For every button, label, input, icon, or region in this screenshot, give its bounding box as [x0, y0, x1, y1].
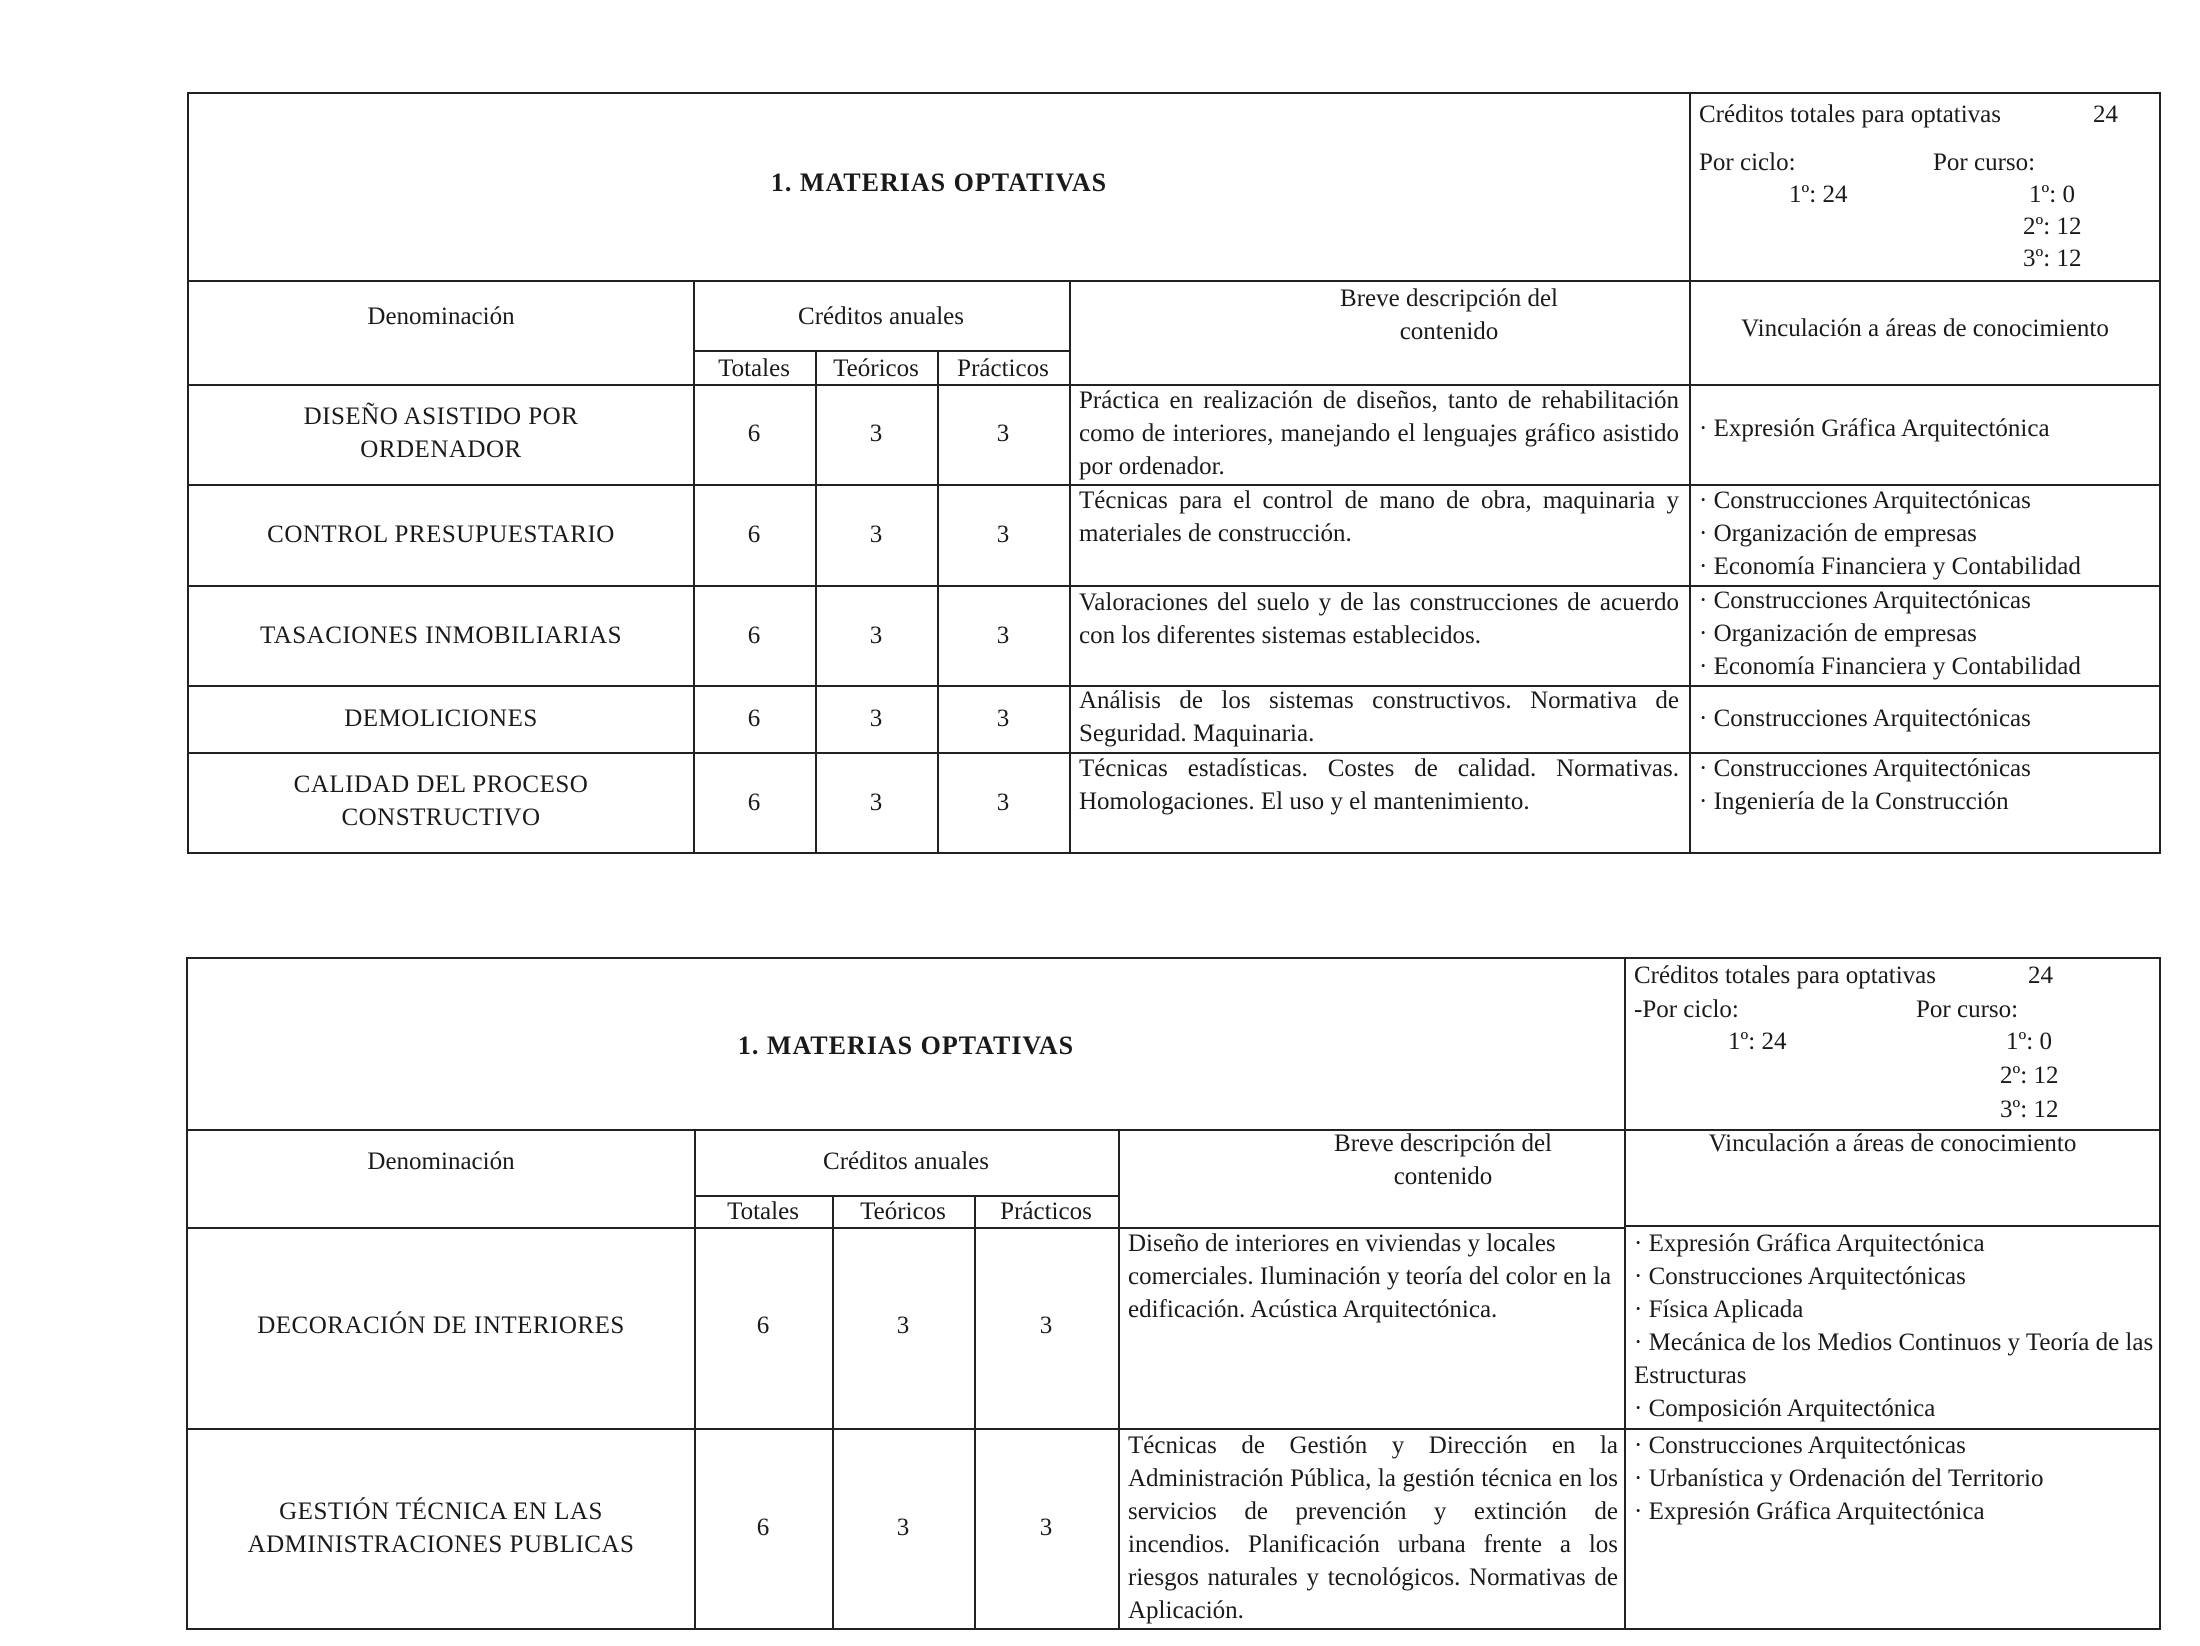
area-item: · Economía Financiera y Contabilidad: [1699, 653, 2081, 680]
optativas-table-2: [186, 957, 2161, 1630]
credits-teoricos: 3: [869, 622, 883, 649]
header-vinculacion: Vinculación a áreas de conocimiento: [1741, 315, 2109, 342]
subject-description: Diseño de interiores en viviendas y locales comerciales. Iluminación y teoría del color en la edificación. Acústica Arquitectónica.: [1128, 1230, 1612, 1323]
header-breve-descripcion: Breve descripción del contenido: [1334, 1130, 1552, 1190]
credits-total-label: Créditos totales para optativas: [1634, 962, 1937, 989]
header-teoricos: Teóricos: [833, 355, 919, 382]
header-vinculacion: Vinculación a áreas de conocimiento: [1708, 1130, 2077, 1157]
credits-curso-1: 1º: 0: [2029, 181, 2075, 208]
credits-teoricos: 3: [896, 1514, 910, 1541]
credits-ciclo-label: -Por ciclo:: [1634, 996, 1739, 1023]
subject-name: CONTROL PRESUPUESTARIO: [267, 521, 615, 548]
area-item: · Mecánica de los Medios Continuos y Teoría de las Estructuras: [1634, 1329, 2154, 1389]
subject-description: Técnicas estadísticas. Costes de calidad. Normativas. Homologaciones. El uso y el mantenimiento.: [1079, 755, 1679, 815]
credits-curso-3: 3º: 12: [2000, 1096, 2059, 1123]
subject-name: TASACIONES INMOBILIARIAS: [259, 622, 623, 649]
credits-ciclo-value: 1º: 24: [1728, 1028, 1787, 1055]
credits-totales: 6: [747, 420, 761, 447]
header-creditos-anuales: Créditos anuales: [823, 1148, 989, 1175]
credits-curso-label: Por curso:: [1933, 149, 2036, 176]
area-item: · Organización de empresas: [1699, 520, 1977, 547]
credits-practicos: 3: [1039, 1312, 1053, 1339]
table-title: 1. MATERIAS OPTATIVAS: [770, 168, 1108, 197]
header-totales: Totales: [718, 355, 790, 382]
area-item: · Construcciones Arquitectónicas: [1634, 1263, 1966, 1290]
subject-description: Técnicas de Gestión y Dirección en la Administración Pública, la gestión técnica en los servicios de prevención y extinción de incendios. Planificación urbana frente a los riesgos naturales y tecnológicos. Normativas de Aplicación.: [1128, 1432, 1618, 1624]
credits-total-value: 24: [2028, 962, 2053, 989]
credits-practicos: 3: [996, 622, 1010, 649]
credits-ciclo-value: 1º: 24: [1789, 181, 1848, 208]
credits-totales: 6: [747, 622, 761, 649]
credits-curso-3: 3º: 12: [2023, 245, 2082, 272]
credits-teoricos: 3: [869, 420, 883, 447]
credits-teoricos: 3: [869, 705, 883, 732]
header-practicos: Prácticos: [1000, 1198, 1092, 1225]
header-totales: Totales: [727, 1198, 799, 1225]
area-item: · Expresión Gráfica Arquitectónica: [1699, 415, 2050, 442]
subject-name: CALIDAD DEL PROCESO CONSTRUCTIVO: [293, 771, 589, 831]
area-item: · Organización de empresas: [1699, 620, 1977, 647]
subject-description: Práctica en realización de diseños, tanto de rehabilitación como de interiores, manejando el lenguajes gráfico asistido por ordenador.: [1079, 387, 1679, 480]
credits-practicos: 3: [996, 789, 1010, 816]
credits-ciclo-label: Por ciclo:: [1699, 149, 1796, 176]
subject-name: DECORACIÓN DE INTERIORES: [257, 1312, 625, 1339]
table-title: 1. MATERIAS OPTATIVAS: [737, 1031, 1075, 1060]
area-item: · Urbanística y Ordenación del Territorio: [1634, 1465, 2044, 1492]
header-denominacion: Denominación: [367, 303, 515, 330]
optativas-table-1: [187, 92, 2161, 854]
header-creditos-anuales: Créditos anuales: [798, 303, 964, 330]
area-item: · Ingeniería de la Construcción: [1699, 788, 2009, 815]
credits-curso-2: 2º: 12: [2023, 213, 2082, 240]
subject-description: Técnicas para el control de mano de obra, maquinaria y materiales de construcción.: [1079, 487, 1679, 547]
header-practicos: Prácticos: [957, 355, 1049, 382]
area-item: · Construcciones Arquitectónicas: [1699, 705, 2031, 732]
knowledge-areas: [1699, 752, 2154, 818]
credits-curso-label: Por curso:: [1916, 996, 2019, 1023]
subject-description: Análisis de los sistemas constructivos. Normativa de Seguridad. Maquinaria.: [1079, 687, 1679, 747]
credits-practicos: 3: [996, 521, 1010, 548]
knowledge-areas: [1634, 1227, 2154, 1425]
credits-teoricos: 3: [869, 521, 883, 548]
area-item: · Expresión Gráfica Arquitectónica: [1634, 1230, 1985, 1257]
header-denominacion: Denominación: [367, 1148, 515, 1175]
knowledge-areas: [1699, 702, 2154, 735]
area-item: · Expresión Gráfica Arquitectónica: [1634, 1498, 1985, 1525]
credits-practicos: 3: [996, 420, 1010, 447]
credits-totales: 6: [747, 789, 761, 816]
credits-practicos: 3: [996, 705, 1010, 732]
credits-totales: 6: [747, 521, 761, 548]
credits-totales: 6: [756, 1312, 770, 1339]
area-item: · Construcciones Arquitectónicas: [1699, 755, 2031, 782]
area-item: · Construcciones Arquitectónicas: [1634, 1432, 1966, 1459]
area-item: · Física Aplicada: [1634, 1296, 1804, 1323]
header-teoricos: Teóricos: [860, 1198, 946, 1225]
subject-description: Valoraciones del suelo y de las construcciones de acuerdo con los diferentes sistemas establecidos.: [1079, 589, 1679, 649]
area-item: · Construcciones Arquitectónicas: [1699, 587, 2031, 614]
credits-total-label: Créditos totales para optativas: [1699, 101, 2002, 128]
knowledge-areas: [1699, 412, 2154, 445]
credits-total-value: 24: [2093, 101, 2118, 128]
subject-name: DISEÑO ASISTIDO POR ORDENADOR: [303, 403, 579, 463]
credits-totales: 6: [756, 1514, 770, 1541]
credits-practicos: 3: [1039, 1514, 1053, 1541]
header-breve-descripcion: Breve descripción del contenido: [1340, 285, 1558, 345]
credits-teoricos: 3: [896, 1312, 910, 1339]
credits-teoricos: 3: [869, 789, 883, 816]
credits-curso-1: 1º: 0: [2006, 1028, 2052, 1055]
knowledge-areas: [1699, 584, 2154, 683]
area-item: · Economía Financiera y Contabilidad: [1699, 553, 2081, 580]
credits-totales: 6: [747, 705, 761, 732]
subject-name: DEMOLICIONES: [344, 705, 538, 732]
area-item: · Construcciones Arquitectónicas: [1699, 487, 2031, 514]
subject-name: GESTIÓN TÉCNICA EN LAS ADMINISTRACIONES PUBLICAS: [247, 1498, 635, 1558]
knowledge-areas: [1634, 1429, 2154, 1528]
area-item: · Composición Arquitectónica: [1634, 1395, 1936, 1422]
knowledge-areas: [1699, 484, 2154, 583]
credits-curso-2: 2º: 12: [2000, 1062, 2059, 1089]
